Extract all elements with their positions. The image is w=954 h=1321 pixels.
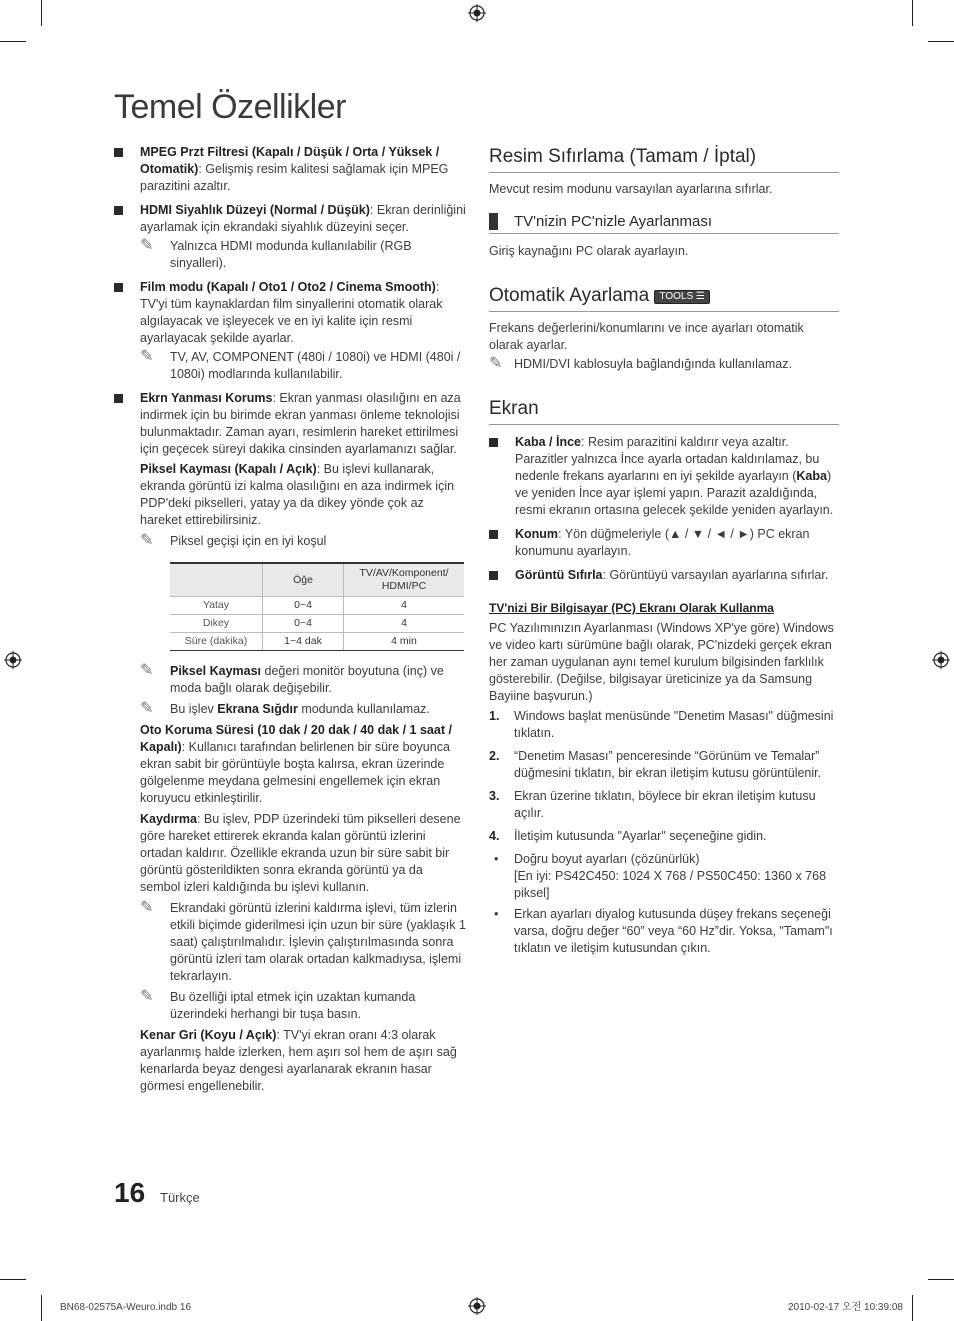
- note-text: Bu özelliği iptal etmek için uzaktan kumanda üzerindeki herhangi bir tuşa basın.: [170, 990, 416, 1021]
- table-header: Öğe: [263, 563, 344, 597]
- section-heading-screen: Ekran: [489, 397, 839, 425]
- bullet-text: Doğru boyut ayarları (çözünürlük) [En iyi: PS42C450: 1024 X 768 / PS50C450: 1360 x 768 piksel]: [514, 852, 827, 900]
- table-cell: Dikey: [170, 615, 263, 633]
- crop-mark: [928, 1279, 954, 1280]
- section-text: Frekans değerlerini/konumlarını ve ince ayarları otomatik olarak ayarlar.: [489, 321, 804, 352]
- note-pencil-icon: ✎: [140, 348, 154, 365]
- sub-item: [140, 722, 466, 807]
- sub-item-text: : Kullanıcı tarafından belirlenen bir süre boyunca ekran sabit bir görüntüyle boşta kalırsa, ekran üzerinde gölgelenme meydana gelmesini engellemek için ekran koruyucu etkinleştirilir.: [140, 740, 450, 805]
- note-text: Ekrandaki görüntü izlerini kaldırma işlevi, tüm izlerin etkili biçimde giderilmesi için uzun bir süre (yaklaşık 1 saat) çalıştırılmalıdır. İşlevin çalıştırılmasında sonra görüntü izleri tam olarak ortadan kalkmadıysa, işlemi tekrarlayın.: [170, 901, 466, 983]
- crop-mark: [928, 41, 954, 42]
- bullet-square-icon: [114, 206, 123, 215]
- list-item: [489, 567, 839, 584]
- list-item: [489, 434, 839, 519]
- note-bold: Ekrana Sığdır: [217, 702, 298, 716]
- note: [140, 701, 466, 718]
- page-number: 16: [114, 1177, 146, 1208]
- step-item: [489, 788, 839, 822]
- note-pencil-icon: ✎: [140, 700, 154, 717]
- item-text: : TV'yi tüm kaynaklardan film sinyallerini otomatik olarak algılayacak ve işleyecek ve en iyi kalite için resmi ayarlayacak şekilde ayarlar.: [140, 280, 443, 345]
- note: [140, 349, 466, 383]
- note-text: değeri monitör boyutuna (inç) ve moda bağlı olarak değişebilir.: [170, 664, 444, 695]
- bullet-text: Erkan ayarları diyalog kutusunda düşey frekans seçeneği varsa, doğru değer “60” veya “60 Hz”dir. Yoksa, "Tamam"ı tıklatın ve iletişim kutusundan çıkın.: [514, 907, 833, 955]
- heading-text: TV'nizin PC'nizle Ayarlanması: [514, 213, 713, 230]
- table-cell: Süre (dakika): [170, 633, 263, 651]
- step-number: 2.: [489, 749, 500, 763]
- table-cell: Yatay: [170, 597, 263, 615]
- registration-mark-icon: [468, 4, 486, 22]
- step-text: “Denetim Masası” penceresinde “Görünüm ve Temalar” düğmesini tıklatın, bir ekran iletişim kutusu görüntülenir.: [514, 749, 822, 780]
- table-header-row: [170, 563, 464, 597]
- sub-item-title: Oto Koruma Süresi (10 dak / 20 dak / 40 dak / 1 saat / Kapalı): [140, 723, 452, 754]
- list-item: [114, 144, 466, 195]
- sub-item: [140, 1027, 466, 1095]
- sub-item-title: Kenar Gri (Koyu / Açık): [140, 1028, 277, 1042]
- list-item: [114, 390, 466, 1095]
- table-cell: 0~4: [263, 597, 344, 615]
- item-text: : Gelişmiş resim kalitesi sağlamak için MPEG parazitini azaltır.: [140, 162, 449, 193]
- item-title: HDMI Siyahlık Düzeyi (Normal / Düşük): [140, 203, 370, 217]
- bullet-square-icon: [489, 530, 498, 539]
- crop-mark: [41, 0, 42, 26]
- note-text: Yalnızca HDMI modunda kullanılabilir (RGB sinyalleri).: [170, 239, 412, 270]
- item-title: Görüntü Sıfırla: [515, 568, 603, 582]
- step-number: 1.: [489, 709, 500, 723]
- note-pencil-icon: ✎: [140, 662, 154, 679]
- item-bold: Kaba: [796, 469, 827, 483]
- step-text: Ekran üzerine tıklatın, böylece bir ekran iletişim kutusu açılır.: [514, 789, 816, 820]
- step-text: Windows başlat menüsünde "Denetim Masası" düğmesini tıklatın.: [514, 709, 834, 740]
- note-bold: Piksel Kayması: [170, 664, 262, 678]
- item-title: Konum: [515, 527, 559, 541]
- note: [140, 238, 466, 272]
- item-text: : Ekran yanması olasılığını en aza indirmek için bu birimde ekran yanması önleme teknolojisi bulunmaktadır. Zaman ayarı, resimlerin hareket ettirilmesi için geçecek süreyi dakika cinsinden ayarlamanızı sağlar.: [140, 391, 461, 456]
- item-text: : Görüntüyü varsayılan ayarlarına sıfırlar.: [602, 568, 829, 582]
- item-title: Film modu (Kapalı / Oto1 / Oto2 / Cinema Smooth): [140, 280, 436, 294]
- usage-intro: PC Yazılımınızın Ayarlanması (Windows XP'ye göre) Windows ve video kartı sürümüne bağlı olarak, PC'nizdeki gerçek ekran her zaman uygulanan aynı temel kurulum bilgisinden farklılık gösterebilir. (Değilse, bilgisayar üreticinize ya da Samsung Bayiine başvurun.): [489, 621, 834, 703]
- registration-mark-icon: [4, 651, 22, 669]
- step-number: 4.: [489, 829, 500, 843]
- bullet-square-icon: [114, 283, 123, 292]
- item-title: MPEG Przt Filtresi (Kapalı / Düşük / Orta / Yüksek / Otomatik): [140, 145, 440, 176]
- list-item: [114, 279, 466, 383]
- note-pencil-icon: ✎: [140, 899, 154, 916]
- step-number: 3.: [489, 789, 500, 803]
- sub-item-text: : TV'yi ekran oranı 4:3 olarak ayarlanmış halde izlerken, hem aşırı sol hem de aşırı sağ kenarlarda beyaz dengesi ayarlanarak ekranın hasar görmesi engellenebilir.: [140, 1028, 457, 1093]
- item-text: : Ekran derinliğini ayarlamak için ekrandaki siyahlık düzeyini seçer.: [140, 203, 466, 234]
- list-item: [114, 202, 466, 272]
- table-row: [170, 597, 464, 615]
- heading-bar-icon: [489, 213, 498, 230]
- note-text: Bu işlev: [170, 702, 218, 716]
- tools-badge: TOOLS ☰: [654, 290, 709, 304]
- bullet-item: [489, 851, 839, 902]
- section-heading-picture-reset: Resim Sıfırlama (Tamam / İptal): [489, 145, 839, 173]
- note: [140, 533, 466, 550]
- note-pencil-icon: ✎: [140, 988, 154, 1005]
- crop-mark: [912, 1295, 913, 1321]
- section-text: Giriş kaynağını PC olarak ayarlayın.: [489, 244, 689, 258]
- right-column: [489, 145, 839, 961]
- table-cell: 4 min: [344, 633, 465, 651]
- bullet-item: [489, 906, 839, 957]
- bullet-square-icon: [114, 394, 123, 403]
- step-item: [489, 828, 839, 845]
- note: [489, 356, 839, 373]
- table-cell: 0~4: [263, 615, 344, 633]
- item-title: Kaba / İnce: [515, 435, 581, 449]
- item-text: : Yön düğmeleriyle (▲ / ▼ / ◄ / ►) PC ekran konumunu ayarlayın.: [515, 527, 810, 558]
- section-heading-auto-adjust: [489, 284, 839, 312]
- note: [140, 989, 466, 1023]
- tools-label: TOOLS: [659, 291, 694, 302]
- bullet-dot-icon: •: [494, 907, 499, 921]
- step-item: [489, 748, 839, 782]
- usage-heading: TV'nizi Bir Bilgisayar (PC) Ekranı Olarak Kullanma: [489, 601, 774, 615]
- subsection-heading-pc-setup: [489, 212, 839, 234]
- table-cell: 1~4 dak: [263, 633, 344, 651]
- left-column: [114, 144, 466, 1102]
- crop-mark: [912, 0, 913, 26]
- table-row: [170, 633, 464, 651]
- sub-item-title: Piksel Kayması (Kapalı / Açık): [140, 462, 317, 476]
- registration-mark-icon: [932, 651, 950, 669]
- note-text: TV, AV, COMPONENT (480i / 1080i) ve HDMI (480i / 1080i) modlarında kullanılabilir.: [170, 350, 461, 381]
- sub-item: [140, 811, 466, 896]
- table-header: [170, 563, 263, 597]
- footer-file-info: BN68-02575A-Weuro.indb 16: [60, 1302, 192, 1313]
- bullet-square-icon: [489, 438, 498, 447]
- bullet-square-icon: [114, 148, 123, 157]
- sub-item: [140, 461, 466, 529]
- table-header: TV/AV/Komponent/ HDMI/PC: [344, 563, 465, 597]
- note: [140, 663, 466, 697]
- registration-mark-icon: [468, 1297, 486, 1315]
- note-text: HDMI/DVI kablosuyla bağlandığında kullanılamaz.: [514, 357, 792, 371]
- list-item: [489, 526, 839, 560]
- table-row: [170, 615, 464, 633]
- sub-item-title: Kaydırma: [140, 812, 197, 826]
- step-text: İletişim kutusunda "Ayarlar" seçeneğine gidin.: [514, 829, 767, 843]
- sub-item-text: : Bu işlevi kullanarak, ekranda görüntü izi kalma olasılığını en aza indirmek için PDP'deki pikselleri, yatay ya da dikey yönde çok az hareket ettirebilirsiniz.: [140, 462, 455, 527]
- crop-mark: [0, 41, 26, 42]
- item-text: : Resim parazitini kaldırır veya azaltır. Parazitler yalnızca İnce ayarla ortadan kaldırılamaz, bu nedenle frekans ayarlarını en iyi şekilde ayarlayın (: [515, 435, 820, 483]
- note-pencil-icon: ✎: [140, 532, 154, 549]
- bullet-dot-icon: •: [494, 852, 499, 866]
- table-cell: 4: [344, 615, 465, 633]
- step-item: [489, 708, 839, 742]
- sub-item-text: : Bu işlev, PDP üzerindeki tüm pikselleri desene göre hareket ettirerek ekranda kalan görüntü izlerini ortadan kaldırır. Özellikle ekranda uzun bir süre sabit bir görüntü gösterildikten sonra ekranda görüntü ya da sembol izleri kaldığında bu işlevi kullanın.: [140, 812, 461, 894]
- item-title: Ekrn Yanması Korums: [140, 391, 273, 405]
- note: [140, 900, 466, 985]
- crop-mark: [0, 1279, 26, 1280]
- note-text: modunda kullanılamaz.: [297, 702, 430, 716]
- bullet-square-icon: [489, 571, 498, 580]
- note-pencil-icon: ✎: [489, 355, 503, 372]
- note-pencil-icon: ✎: [140, 237, 154, 254]
- heading-text: Otomatik Ayarlama: [489, 285, 650, 306]
- section-text: Mevcut resim modunu varsayılan ayarlarına sıfırlar.: [489, 182, 773, 196]
- crop-mark: [41, 1295, 42, 1321]
- table-cell: 4: [344, 597, 465, 615]
- note-text: Piksel geçişi için en iyi koşul: [170, 534, 327, 548]
- page-language: Türkçe: [160, 1190, 200, 1205]
- pixel-shift-table: [170, 562, 464, 651]
- footer-timestamp: 2010-02-17 오전 10:39:08: [788, 1302, 903, 1313]
- item-text: ) ve yeniden İnce ayar işlemi yapın. Parazit azaldığında, resmi ekranın ortasına gelecek şekilde yeniden ayarlayın.: [515, 469, 834, 517]
- page-title: Temel Özellikler: [114, 88, 346, 126]
